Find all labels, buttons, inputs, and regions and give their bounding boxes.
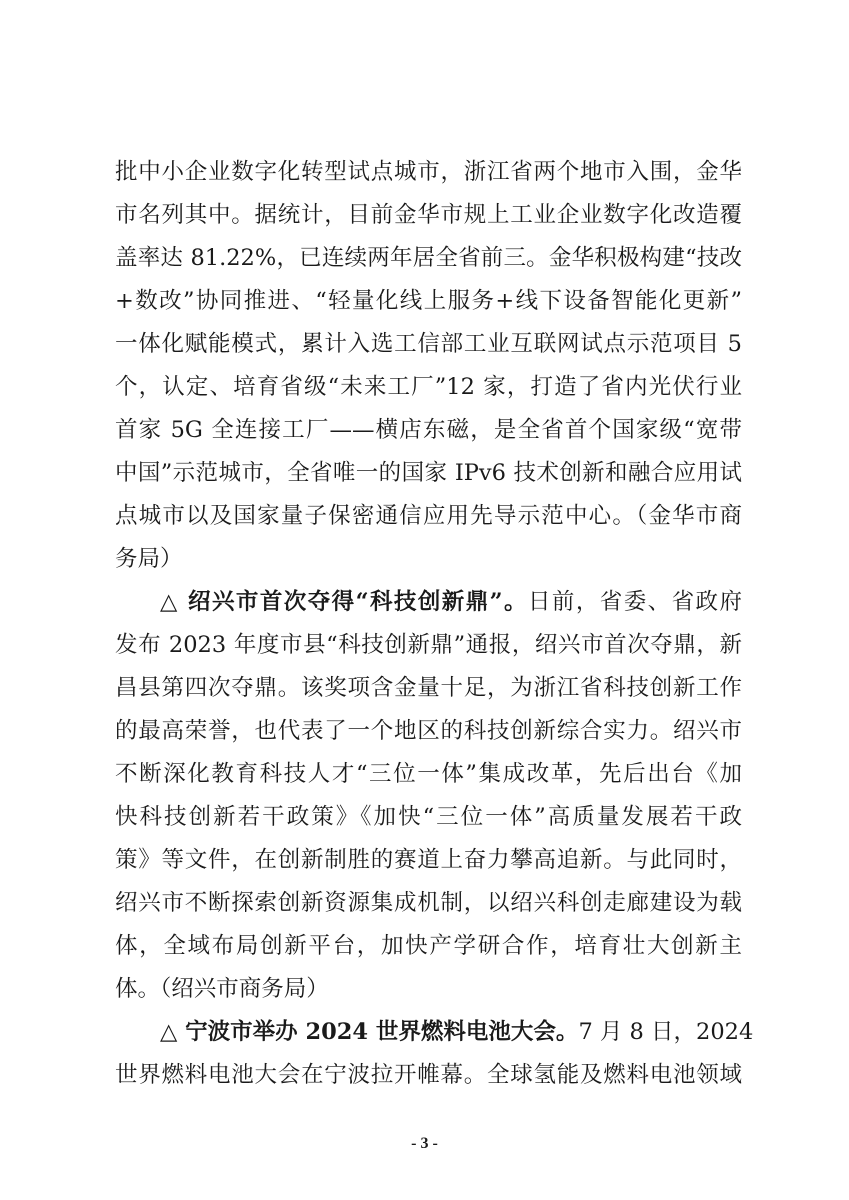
body-line: 首家 5G 全连接工厂——横店东磁，是全省首个国家级“宽带 — [115, 417, 742, 443]
body-line: 快科技创新若干政策》《加快“三位一体”高质量发展若干政 — [115, 804, 742, 830]
body-line: 的最高荣誉，也代表了一个地区的科技创新综合实力。绍兴市 — [115, 718, 742, 744]
body-line: 体。（绍兴市商务局） — [115, 976, 329, 1002]
body-line: 务局） — [115, 546, 183, 572]
body-line: 市名列其中。据统计，目前金华市规上工业企业数字化改造覆 — [115, 202, 742, 228]
body-line: 昌县第四次夺鼎。该奖项含金量十足，为浙江省科技创新工作 — [115, 675, 742, 701]
body-line: 盖率达 81.22%，已连续两年居全省前三。金华积极构建“技改 — [115, 245, 742, 271]
news-item-heading-line: △ 宁波市举办 2024 世界燃料电池大会。7 月 8 日，2024 — [160, 1019, 754, 1045]
news-item-heading: △ 宁波市举办 2024 世界燃料电池大会。 — [160, 1019, 579, 1045]
page-number: - 3 - — [411, 1135, 438, 1152]
body-line: 绍兴市不断探索创新资源集成机制，以绍兴科创走廊建设为载 — [115, 890, 742, 916]
body-line: 不断深化教育科技人才“三位一体”集成改革，先后出台《加 — [115, 761, 742, 787]
news-item-heading-line: △ 绍兴市首次夺得“科技创新鼎”。日前，省委、省政府 — [160, 589, 742, 615]
body-line: 个，认定、培育省级“未来工厂”12 家，打造了省内光伏行业 — [115, 374, 742, 400]
body-line: +数改”协同推进、“轻量化线上服务+线下设备智能化更新” — [115, 288, 742, 314]
body-line: 批中小企业数字化转型试点城市，浙江省两个地市入围，金华 — [115, 159, 742, 185]
body-line: 体，全域布局创新平台，加快产学研合作，培育壮大创新主 — [115, 933, 742, 959]
body-line: 策》等文件，在创新制胜的赛道上奋力攀高追新。与此同时， — [115, 847, 742, 873]
body-line: 点城市以及国家量子保密通信应用先导示范中心。（金华市商 — [115, 503, 742, 529]
news-item-heading: △ 绍兴市首次夺得“科技创新鼎”。 — [160, 589, 528, 615]
body-line: 世界燃料电池大会在宁波拉开帷幕。全球氢能及燃料电池领域 — [115, 1062, 742, 1088]
body-line: 发布 2023 年度市县“科技创新鼎”通报，绍兴市首次夺鼎，新 — [115, 632, 742, 658]
body-line: 中国”示范城市，全省唯一的国家 IPv6 技术创新和融合应用试 — [115, 460, 742, 486]
body-line: 一体化赋能模式，累计入选工信部工业互联网试点示范项目 5 — [115, 331, 742, 357]
